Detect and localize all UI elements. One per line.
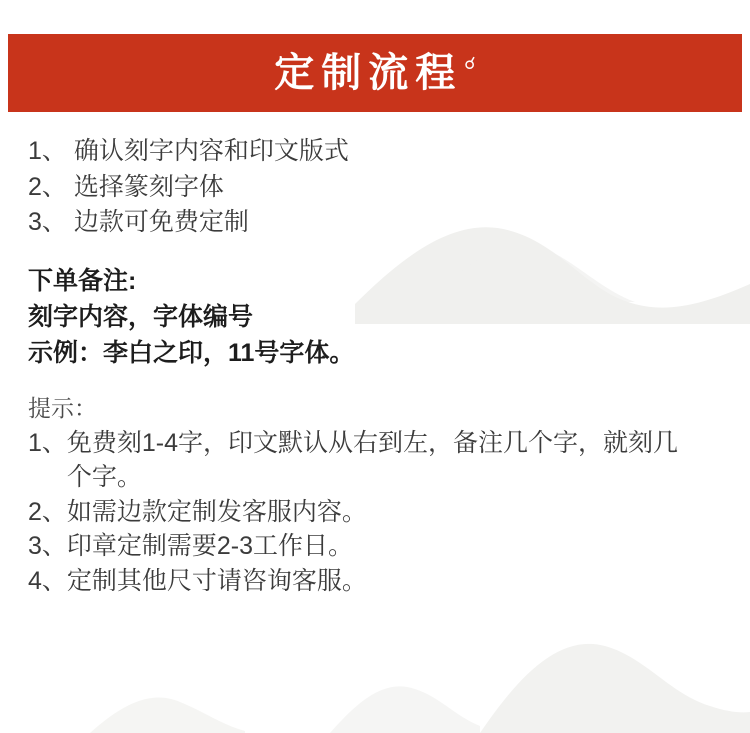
tip-list-item (28, 426, 750, 495)
tip-number: 2、 (28, 497, 67, 526)
header-banner-inner (274, 50, 476, 95)
tip-number: 4、 (28, 566, 67, 595)
tip-text: 如需边款定制发客服内容。 (66, 497, 367, 526)
tips-title: 提示： (28, 395, 97, 422)
tip-text: 免费刻1-4字，印文默认从右到左，备注几个字，就刻几个字。 (66, 428, 679, 492)
order-note-heading: 下单备注: (28, 266, 137, 295)
tip-list-item (28, 564, 750, 599)
process-step-item: 1、 确认刻字内容和印文版式 (28, 137, 349, 165)
process-steps-list (28, 134, 750, 241)
tip-number: 3、 (28, 532, 67, 561)
tip-number: 1、 (28, 428, 67, 457)
tip-text: 定制其他尺寸请咨询客服。 (66, 566, 367, 595)
tips-section (28, 391, 750, 598)
order-note-section (28, 263, 750, 372)
tip-text: 印章定制需要2-3工作日。 (66, 532, 354, 561)
banner-decoration-icon: ☌ (464, 54, 476, 73)
page-content (0, 34, 750, 598)
order-note-line: 刻字内容，字体编号 (28, 302, 254, 331)
tip-list-item (28, 529, 750, 564)
tip-list-item (28, 495, 750, 530)
header-banner (8, 34, 742, 112)
process-step-item: 3、 边款可免费定制 (28, 208, 249, 236)
process-step-item: 2、 选择篆刻字体 (28, 172, 224, 201)
order-note-line: 示例：李白之印，11号字体。 (28, 339, 355, 367)
page-title: 定制流程 (274, 50, 463, 95)
